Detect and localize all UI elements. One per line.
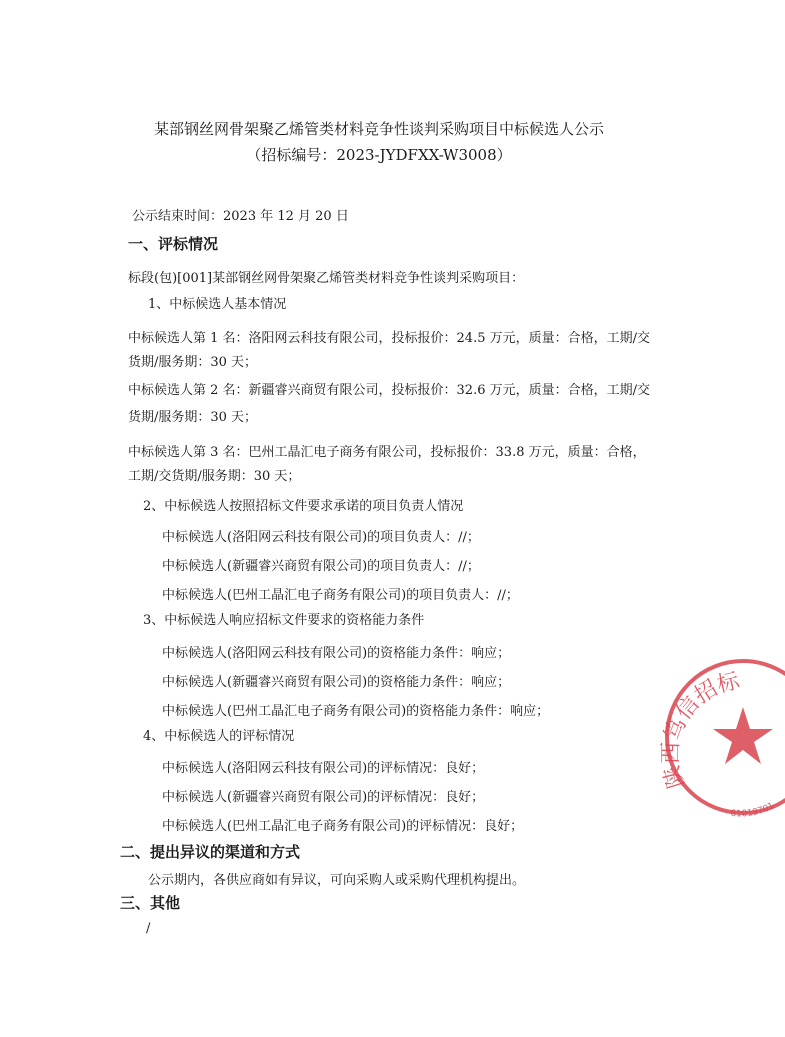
subsection-2-item: 中标候选人(新疆睿兴商贸有限公司)的项目负责人：//； [162, 559, 480, 574]
section-3-heading: 三、其他 [120, 894, 181, 912]
doc-title-line2: （招标编号：2023-JYDFXX-W3008） [246, 146, 512, 164]
subsection-3-item: 中标候选人(巴州工晶汇电子商务有限公司)的资格能力条件：响应； [162, 704, 550, 719]
end-time: 公示结束时间：2023 年 12 月 20 日 [132, 209, 349, 224]
subsection-4-item: 中标候选人(新疆睿兴商贸有限公司)的评标情况：良好； [162, 790, 485, 805]
seal-code: 61019701 [729, 801, 777, 820]
subsection-1-heading: 1、中标候选人基本情况 [148, 297, 287, 312]
subsection-3-item: 中标候选人(洛阳网云科技有限公司)的资格能力条件：响应； [162, 646, 511, 661]
official-seal [655, 655, 785, 825]
section-3-body: / [146, 921, 151, 936]
subsection-2-heading: 2、中标候选人按照招标文件要求承诺的项目负责人情况 [143, 499, 464, 514]
candidate-3-line2: 工期/交货期/服务期：30 天； [128, 469, 301, 484]
lot-line: 标段(包)[001]某部钢丝网骨架聚乙烯管类材料竞争性谈判采购项目： [128, 271, 525, 286]
subsection-4-item: 中标候选人(巴州工晶汇电子商务有限公司)的评标情况：良好； [162, 819, 524, 834]
subsection-3-heading: 3、中标候选人响应招标文件要求的资格能力条件 [143, 613, 425, 628]
subsection-4-item: 中标候选人(洛阳网云科技有限公司)的评标情况：良好； [162, 761, 485, 776]
seal-star-icon [713, 707, 773, 764]
seal-text: 陕西笃信招标 [658, 668, 742, 791]
candidate-2-line2: 货期/服务期：30 天； [128, 410, 258, 425]
subsection-4-heading: 4、中标候选人的评标情况 [143, 729, 295, 744]
candidate-3-line1: 中标候选人第 3 名：巴州工晶汇电子商务有限公司，投标报价：33.8 万元，质量：合格， [128, 445, 646, 460]
candidate-1-line2: 货期/服务期：30 天； [128, 355, 258, 370]
candidate-1-line1: 中标候选人第 1 名：洛阳网云科技有限公司，投标报价：24.5 万元，质量：合格，工期/交 [128, 331, 650, 346]
subsection-2-item: 中标候选人(洛阳网云科技有限公司)的项目负责人：//； [162, 530, 480, 545]
doc-title-line1: 某部钢丝网骨架聚乙烯管类材料竞争性谈判采购项目中标候选人公示 [153, 120, 604, 138]
section-2-heading: 二、提出异议的渠道和方式 [120, 843, 301, 861]
subsection-2-item: 中标候选人(巴州工晶汇电子商务有限公司)的项目负责人：//； [162, 588, 519, 603]
subsection-3-item: 中标候选人(新疆睿兴商贸有限公司)的资格能力条件：响应； [162, 675, 511, 690]
candidate-2-line1: 中标候选人第 2 名：新疆睿兴商贸有限公司，投标报价：32.6 万元，质量：合格，工期/交 [128, 383, 650, 398]
section-1-heading: 一、评标情况 [128, 235, 219, 253]
section-2-body: 公示期内，各供应商如有异议，可向采购人或采购代理机构提出。 [148, 873, 526, 888]
